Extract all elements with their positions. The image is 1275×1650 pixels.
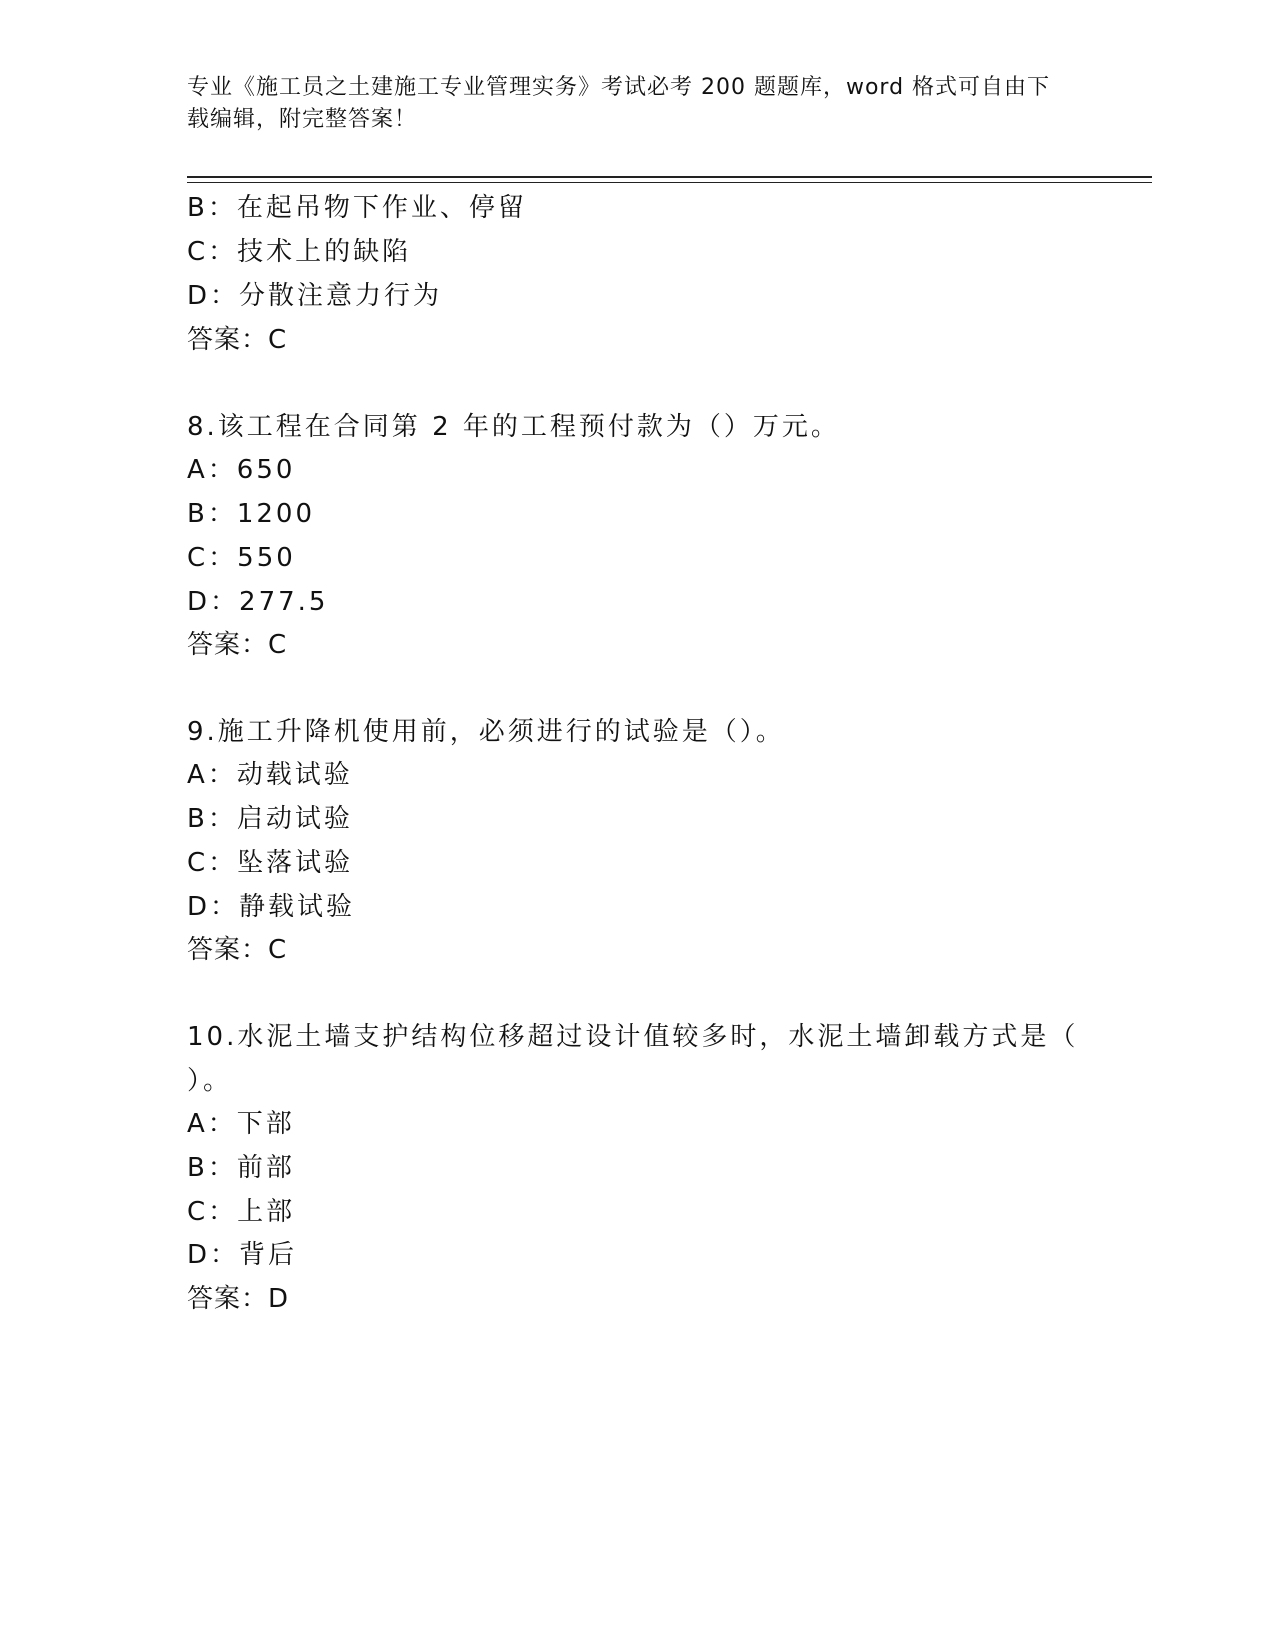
header-rule-thin	[187, 182, 1152, 183]
q9-answer-value: C	[268, 935, 288, 965]
q8-answer-value: C	[268, 630, 288, 660]
q8-option-d: D：277.5	[187, 587, 329, 617]
q9-option-b: B：启动试验	[187, 804, 353, 834]
document-header: 专业《施工员之土建施工专业管理实务》考试必考 200 题题库，word 格式可自由下载编辑，附完整答案！	[187, 75, 1051, 132]
q7-answer	[187, 324, 287, 356]
q8-answer	[187, 629, 287, 661]
q8-option-c: C：550	[187, 543, 296, 573]
q10-option-b: B：前部	[187, 1153, 295, 1183]
q10-answer-label: 答案：	[187, 1284, 269, 1314]
q10-answer	[187, 1283, 289, 1315]
q9-option-a: A：动载试验	[187, 760, 353, 790]
q10-question-line2: ）。	[187, 1066, 233, 1096]
header-rule-thick	[187, 176, 1152, 178]
q9-option-d: D：静载试验	[187, 892, 356, 922]
q10-answer-value: D	[268, 1284, 290, 1314]
q9-answer	[187, 934, 287, 966]
q9-answer-label: 答案：	[187, 935, 269, 965]
q7-option-c: C：技术上的缺陷	[187, 237, 412, 267]
q9-option-c: C：坠落试验	[187, 848, 354, 878]
q7-option-d: D：分散注意力行为	[187, 281, 443, 311]
q7-answer-label: 答案：	[187, 325, 269, 355]
q8-option-b: B：1200	[187, 499, 316, 529]
q7-option-b: B：在起吊物下作业、停留	[187, 193, 527, 223]
q8-question: 8.该工程在合同第 2 年的工程预付款为（）万元。	[187, 412, 840, 442]
q8-option-a: A：650	[187, 455, 296, 485]
q10-option-a: A：下部	[187, 1109, 295, 1139]
q10-option-c: C：上部	[187, 1197, 296, 1227]
q9-question: 9.施工升降机使用前，必须进行的试验是（）。	[187, 717, 785, 747]
q10-question-line1: 10.水泥土墙支护结构位移超过设计值较多时，水泥土墙卸载方式是（	[187, 1022, 1079, 1052]
q8-answer-label: 答案：	[187, 630, 269, 660]
q7-answer-value: C	[268, 325, 288, 355]
q10-option-d: D：背后	[187, 1240, 298, 1270]
